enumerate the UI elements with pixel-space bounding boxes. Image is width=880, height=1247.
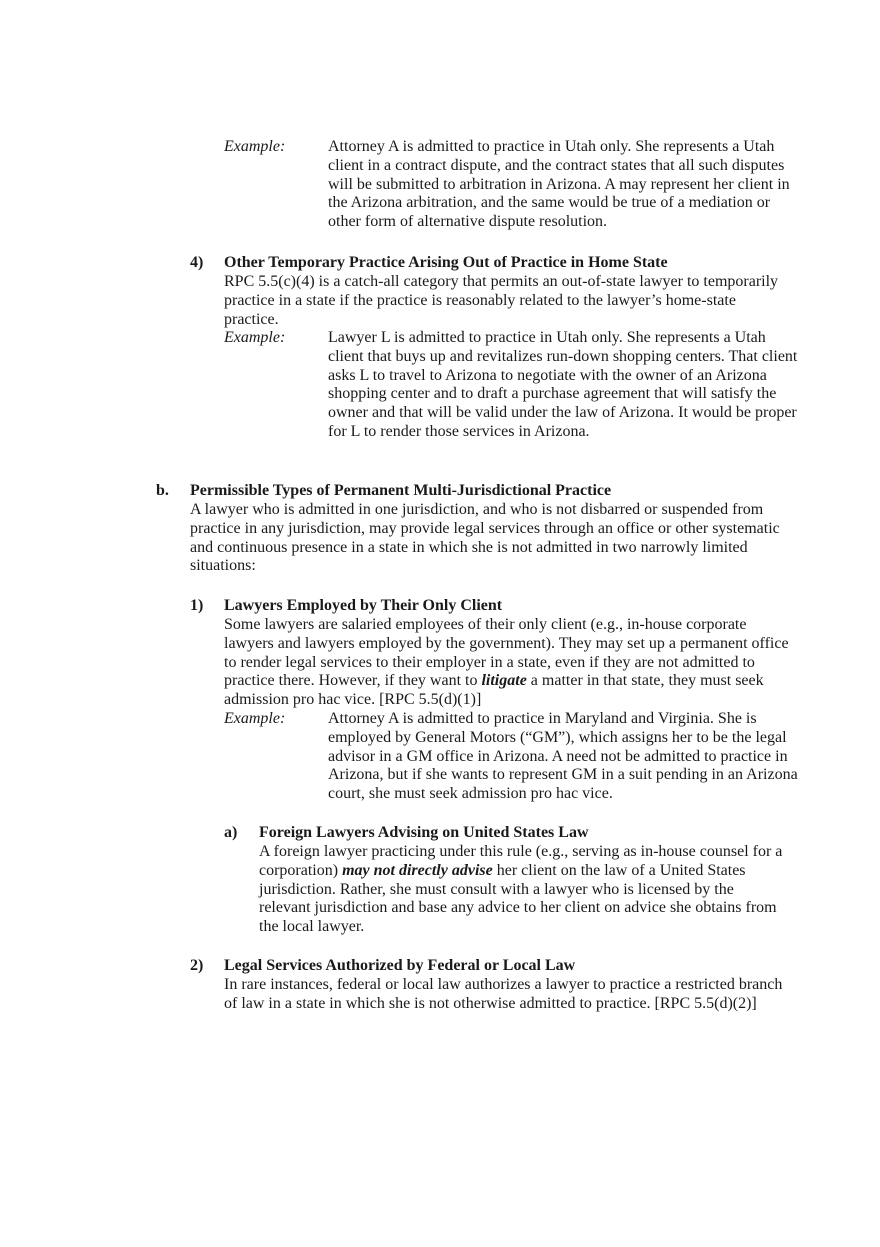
- emphasis-text: may not directly advise: [342, 861, 493, 879]
- body-text: Some lawyers are salaried employees of their only client (e.g., in-house corporate lawyers and lawyers employed by the government). They may set up a permanent office to render legal services to their employer in a state, even if they are not admitted to practice there. However, if they want to: [224, 616, 789, 690]
- example-text: Attorney A is admitted to practice in Maryland and Virginia. She is employed by General Motors (“GM”), which assigns her to be the legal advisor in a GM office in Arizona. A need not be admitted to practice in Arizona, but if she wants to represent GM in a suit pending in an Arizona court, she must seek admission pro hac vice.: [328, 710, 798, 803]
- section-body: In rare instances, federal or local law authorizes a lawyer to practice a restricted branch of law in a state in which she is not otherwise admitted to practice. [RPC 5.5(d)(2)]: [224, 976, 783, 1012]
- section-heading: Legal Services Authorized by Federal or Local Law: [224, 957, 576, 974]
- body-text: her client on the law of a United States jurisdiction. Rather, she must consult with a lawyer who is licensed by the relevant jurisdiction and base any advice to her client on advice she obtains from the local lawyer.: [259, 861, 777, 936]
- section-heading: Permissible Types of Permanent Multi-Jurisdictional Practice: [190, 482, 612, 499]
- section-number: b.: [156, 482, 169, 499]
- section-heading: Lawyers Employed by Their Only Client: [224, 597, 503, 614]
- example-text: Attorney A is admitted to practice in Utah only. She represents a Utah client in a contract dispute, and the contract states that all such disputes will be submitted to arbitration in Arizona. A may represent her client in the Arizona arbitration, and the same would be true of a mediation or other form of alternative dispute resolution.: [328, 138, 790, 231]
- section-body: [224, 616, 790, 710]
- section-body: RPC 5.5(c)(4) is a catch-all category that permits an out-of-state lawyer to temporarily practice in a state if the practice is reasonably related to the lawyer’s home-state practice.: [224, 273, 779, 328]
- section-body: A lawyer who is admitted in one jurisdiction, and who is not disbarred or suspended from practice in any jurisdiction, may provide legal services through an office or other systematic and continuous presence in a state in which she is not admitted in two narrowly limited situations:: [190, 501, 780, 575]
- section-number: 4): [190, 254, 204, 271]
- example-label: Example:: [224, 329, 286, 346]
- section-number: a): [224, 824, 238, 841]
- section-body: [259, 843, 785, 937]
- section-heading: Other Temporary Practice Arising Out of Practice in Home State: [224, 254, 668, 271]
- section-heading: Foreign Lawyers Advising on United States Law: [259, 824, 589, 841]
- body-text: a matter in that state, they must seek admission pro hac vice. [RPC 5.5(d)(1)]: [224, 672, 764, 709]
- section-number: 1): [190, 597, 204, 614]
- section-number: 2): [190, 957, 204, 974]
- emphasis-text: litigate: [481, 672, 527, 690]
- example-label: Example:: [224, 710, 286, 727]
- example-text: Lawyer L is admitted to practice in Utah only. She represents a Utah client that buys up and revitalizes run-down shopping centers. That client asks L to travel to Arizona to negotiate with the owner of an Arizona shopping center and to draft a purchase agreement that will satisfy the owner and that will be valid under the law of Arizona. It would be proper for L to render those services in Arizona.: [328, 329, 798, 440]
- body-text: A foreign lawyer practicing under this rule (e.g., serving as in-house counsel for a corporation): [259, 843, 783, 879]
- example-label: Example:: [224, 138, 286, 155]
